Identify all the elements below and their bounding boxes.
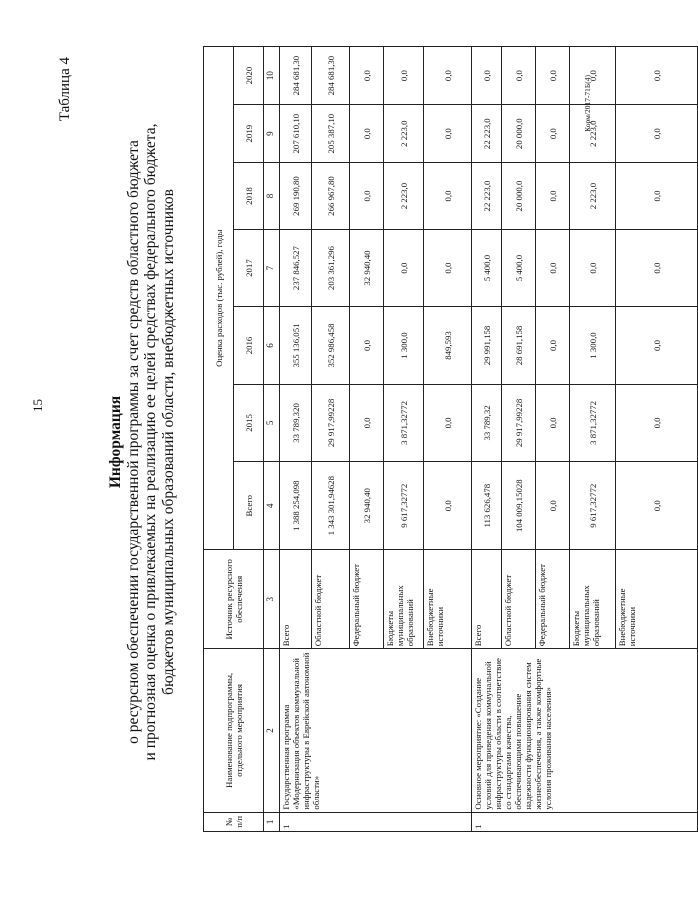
amount-cell: 33 789,320 [280, 384, 312, 461]
amount-cell: 205 387,10 [312, 105, 350, 163]
amount-cell: 104 009,15028 [502, 462, 536, 550]
amount-cell: 0,0 [536, 384, 570, 461]
amount-cell: 9 617,32772 [570, 462, 616, 550]
amount-cell: 355 136,051 [280, 307, 312, 384]
title-line: бюджетов муниципальных образований области, внебюджетных источников [159, 189, 177, 695]
header-year: 2019 [234, 105, 264, 163]
amount-cell: 1 300,0 [384, 307, 424, 384]
amount-cell: 29 917,99228 [312, 384, 350, 461]
amount-cell: 0,0 [350, 47, 384, 105]
header-year: 2016 [234, 307, 264, 384]
column-index: 8 [264, 163, 280, 230]
resource-table [203, 46, 698, 832]
header-year: Всего [234, 462, 264, 550]
amount-cell: 3 871,32772 [384, 384, 424, 461]
amount-cell: 2 223,0 [384, 163, 424, 230]
document-sheet [15, 7, 662, 852]
amount-cell: 1 343 301,94628 [312, 462, 350, 550]
header-num: № п/п [204, 812, 264, 831]
column-index: 7 [264, 229, 280, 306]
row-number: 1 [472, 812, 698, 831]
amount-cell: 0,0 [616, 229, 698, 306]
funding-source: Внебюджетные источники [616, 550, 698, 649]
amount-cell: 0,0 [616, 47, 698, 105]
row-number: 1 [280, 812, 472, 831]
amount-cell: 28 691,158 [502, 307, 536, 384]
title-line: о ресурсном обеспечении государственной программы за счет средств областного бюджета [124, 140, 142, 744]
amount-cell: 32 940,40 [350, 229, 384, 306]
amount-cell: 1 388 254,098 [280, 462, 312, 550]
funding-source: Областной бюджет [502, 550, 536, 649]
row-name: Государственная программа «Модернизация объектов коммунальной инфраструктуры в Еврейской автономной области» [280, 649, 472, 812]
amount-cell: 0,0 [570, 229, 616, 306]
amount-cell: 0,0 [424, 47, 472, 105]
column-index: 10 [264, 47, 280, 105]
header-estimate: Оценка расходов (тыс. рублей), годы [204, 47, 234, 550]
amount-cell: 0,0 [536, 105, 570, 163]
amount-cell: 0,0 [616, 163, 698, 230]
amount-cell: 20 000,0 [502, 105, 536, 163]
amount-cell: 20 000,0 [502, 163, 536, 230]
funding-source: Бюджеты муниципальных образований [384, 550, 424, 649]
funding-source: Бюджеты муниципальных образований [570, 550, 616, 649]
amount-cell: 9 617,32772 [384, 462, 424, 550]
amount-cell: 5 400,0 [472, 229, 502, 306]
funding-source: Всего [472, 550, 502, 649]
amount-cell: 22 223,0 [472, 163, 502, 230]
amount-cell: 207 610,10 [280, 105, 312, 163]
amount-cell: 0,0 [350, 384, 384, 461]
amount-cell: 0,0 [350, 105, 384, 163]
column-index: 3 [264, 550, 280, 649]
column-index: 5 [264, 384, 280, 461]
amount-cell: 0,0 [424, 105, 472, 163]
header-name: Наименование подпрограммы, отдельного мероприятия [204, 649, 264, 812]
document-title [107, 72, 177, 812]
amount-cell: 0,0 [384, 47, 424, 105]
amount-cell: 2 223,0 [570, 163, 616, 230]
amount-cell: 29 917,99228 [502, 384, 536, 461]
title-line: и прогнозная оценка о привлекаемых на реализацию ее целей средствах федерального бюджета, [142, 123, 160, 761]
amount-cell: 0,0 [616, 307, 698, 384]
amount-cell: 0,0 [384, 229, 424, 306]
amount-cell: 0,0 [536, 307, 570, 384]
header-source: Источник ресурсного обеспечения [204, 550, 264, 649]
amount-cell: 0,0 [424, 163, 472, 230]
column-index: 6 [264, 307, 280, 384]
amount-cell: 0,0 [424, 229, 472, 306]
amount-cell: 284 681,30 [280, 47, 312, 105]
table-row [280, 47, 312, 832]
table-row [472, 47, 502, 832]
header-year: 2017 [234, 229, 264, 306]
amount-cell: 0,0 [536, 47, 570, 105]
amount-cell: 0,0 [424, 384, 472, 461]
amount-cell: 1 300,0 [570, 307, 616, 384]
document-code: Корм/2017-71Б(4) [583, 75, 592, 132]
amount-cell: 0,0 [616, 462, 698, 550]
funding-source: Всего [280, 550, 312, 649]
amount-cell: 352 986,458 [312, 307, 350, 384]
header-year: 2020 [234, 47, 264, 105]
amount-cell: 0,0 [570, 47, 616, 105]
amount-cell: 3 871,32772 [570, 384, 616, 461]
funding-source: Федеральный бюджет [536, 550, 570, 649]
amount-cell: 22 223,0 [472, 105, 502, 163]
amount-cell: 0,0 [616, 105, 698, 163]
amount-cell: 0,0 [616, 384, 698, 461]
amount-cell: 2 223,0 [384, 105, 424, 163]
amount-cell: 0,0 [350, 307, 384, 384]
amount-cell: 203 361,296 [312, 229, 350, 306]
amount-cell: 0,0 [536, 163, 570, 230]
amount-cell: 5 400,0 [502, 229, 536, 306]
amount-cell: 269 190,80 [280, 163, 312, 230]
amount-cell: 33 789,32 [472, 384, 502, 461]
amount-cell: 0,0 [350, 163, 384, 230]
column-index: 9 [264, 105, 280, 163]
amount-cell: 32 940,40 [350, 462, 384, 550]
amount-cell: 2 223,0 [570, 105, 616, 163]
table-label: Таблица 4 [57, 57, 73, 122]
column-index: 1 [264, 812, 280, 831]
amount-cell: 0,0 [502, 47, 536, 105]
header-year: 2018 [234, 163, 264, 230]
funding-source: Внебюджетные источники [424, 550, 472, 649]
funding-source: Областной бюджет [312, 550, 350, 649]
row-name: Основное мероприятие: «Создание условий для приведения коммунальной инфраструктуры области в соответствие со стандартами качества, обеспечивающими повышение надежности функционирования систем жизнеобеспечения, а также комфортные условия проживания населения» [472, 649, 698, 812]
page-number: 15 [30, 399, 45, 412]
amount-cell: 266 967,80 [312, 163, 350, 230]
amount-cell: 0,0 [472, 47, 502, 105]
amount-cell: 284 681,30 [312, 47, 350, 105]
amount-cell: 849,593 [424, 307, 472, 384]
title-line: Информация [107, 395, 124, 489]
funding-source: Федеральный бюджет [350, 550, 384, 649]
column-index: 4 [264, 462, 280, 550]
amount-cell: 237 846,527 [280, 229, 312, 306]
amount-cell: 29 991,158 [472, 307, 502, 384]
amount-cell: 0,0 [424, 462, 472, 550]
column-index: 2 [264, 649, 280, 812]
header-year: 2015 [234, 384, 264, 461]
amount-cell: 0,0 [536, 462, 570, 550]
amount-cell: 0,0 [536, 229, 570, 306]
amount-cell: 113 626,478 [472, 462, 502, 550]
